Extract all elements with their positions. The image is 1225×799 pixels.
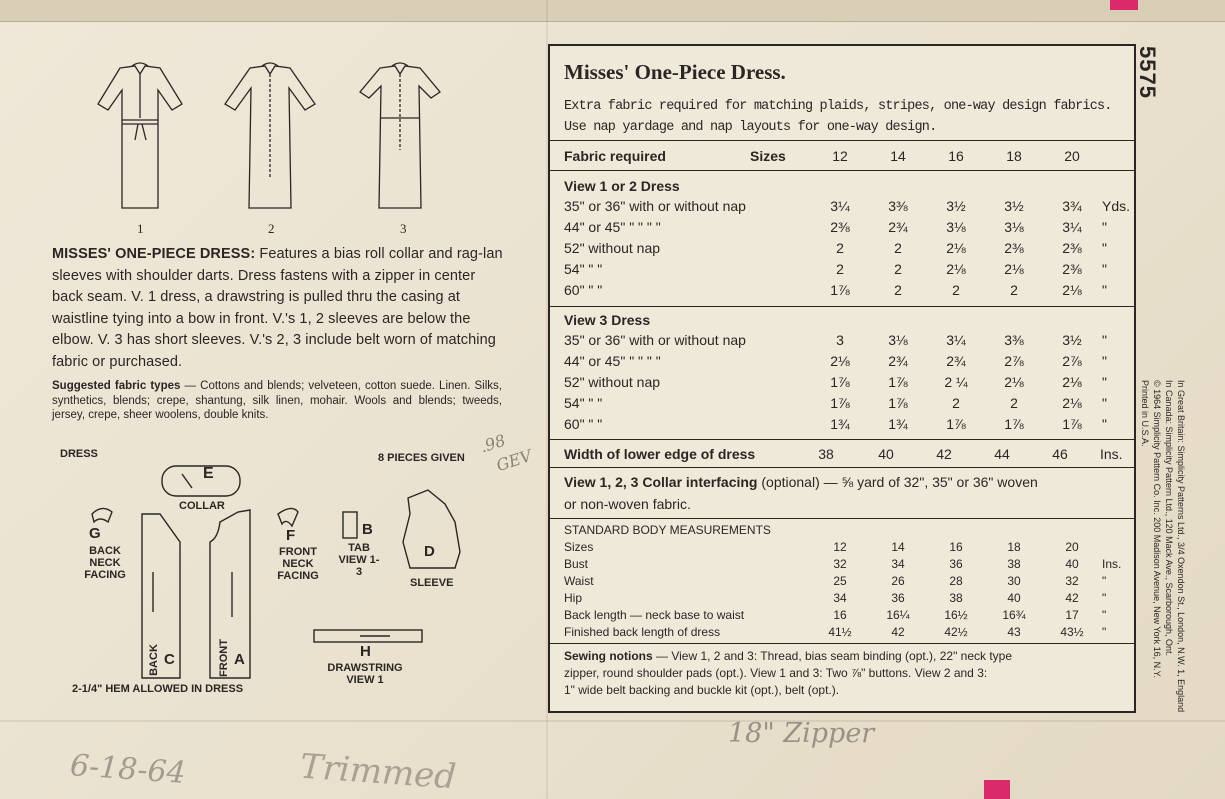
row-value: 36 [949, 557, 963, 571]
size-header: 14 [890, 148, 906, 164]
hem-note: 2-1/4" HEM ALLOWED IN DRESS [72, 683, 244, 695]
row-value: 3½ [946, 198, 966, 214]
color-register-mark [1110, 0, 1138, 10]
collar-text-2: or non-woven fabric. [564, 496, 691, 512]
piece-f-name: FRONT NECK FACING [277, 546, 319, 582]
fabrics-body: — Cottons and blends; velveteen, cotton suede. Linen. Silks, synthetics, blends; crepe, shantung, silk linen, mohair. Wools and blends; tweeds, jersey, crepe, sheer woolens, double knits. [52, 380, 502, 421]
view3-title: View 3 Dress [564, 312, 651, 328]
row-value: 34 [833, 591, 847, 605]
piece-e-letter: E [203, 465, 214, 482]
width-value: 40 [878, 446, 894, 462]
handwritten-size: GEV [493, 445, 535, 476]
row-value: 1⅞ [888, 374, 908, 390]
row-value: 41½ [828, 625, 852, 639]
yardage-chart [548, 44, 1136, 713]
table-title: Misses' One-Piece Dress. [564, 60, 786, 84]
view-line-drawings [80, 58, 460, 228]
row-unit: " [1102, 625, 1107, 639]
row-value: 2 [836, 261, 844, 277]
collar-interfacing [564, 474, 1038, 490]
row-value: 42 [891, 625, 905, 639]
row-value: 2⅛ [830, 353, 850, 369]
printer-line-1: © 1964 Simplicity Pattern Co. Inc. 200 Madison Avenue, New York 16, N.Y. [1152, 380, 1162, 678]
fold-crease-horizontal [0, 720, 1225, 722]
row-value: 2¾ [946, 353, 966, 369]
pattern-pieces [60, 442, 500, 702]
row-value: 2 [1010, 395, 1018, 411]
row-value: 2⅞ [1004, 353, 1024, 369]
row-value: 2¾ [888, 353, 908, 369]
piece-g-shape [92, 508, 112, 522]
row-unit: Yds. [1102, 198, 1131, 214]
row-value: 32 [1065, 574, 1079, 588]
printed-in: Printed in U.S.A. [1140, 380, 1150, 447]
piece-b-letter: B [362, 521, 373, 538]
piece-e-shape [162, 466, 240, 496]
row-value: 2⅛ [1062, 395, 1082, 411]
row-value: 42½ [944, 625, 968, 639]
row-value: 20 [1065, 540, 1079, 554]
row-unit: " [1102, 282, 1107, 298]
row-value: 1¾ [830, 416, 850, 432]
row-value: 1⅞ [946, 416, 966, 432]
divider [550, 467, 1134, 468]
row-value: 3¼ [946, 332, 966, 348]
size-header: 18 [1006, 148, 1022, 164]
row-label: Bust [564, 557, 589, 571]
divider [550, 643, 1134, 644]
row-value: 40 [1065, 557, 1079, 571]
row-value: 28 [949, 574, 963, 588]
row-value: 3 [836, 332, 844, 348]
sewing-notions-line-3: 1" wide belt backing and buckle kit (opt.), belt (opt.). [564, 683, 840, 697]
row-label: 60" " " [564, 282, 603, 298]
pattern-number: 5575 [1135, 46, 1160, 99]
width-value: 42 [936, 446, 952, 462]
divider [550, 306, 1134, 307]
piece-c-letter: C [164, 651, 175, 668]
row-value: 2⅜ [1062, 261, 1082, 277]
piece-h-name: DRAWSTRING VIEW 1 [327, 662, 403, 686]
row-value: 2⅛ [1004, 374, 1024, 390]
row-unit: " [1102, 591, 1107, 605]
notions-title: Sewing notions [564, 649, 653, 663]
body-measurements-title: STANDARD BODY MEASUREMENTS [564, 523, 771, 537]
row-label: 54" " " [564, 395, 603, 411]
width-label: Width of lower edge of dress [564, 446, 756, 462]
piece-h-letter: H [360, 643, 371, 660]
row-value: 2⅛ [1062, 374, 1082, 390]
row-value: 3⅜ [888, 198, 908, 214]
view-2-drawing [225, 63, 315, 208]
row-value: 16¼ [886, 608, 910, 622]
row-value: 30 [1007, 574, 1021, 588]
row-label: 60" " " [564, 416, 603, 432]
view-3-drawing [360, 63, 440, 208]
row-value: 14 [891, 540, 905, 554]
pattern-description [52, 244, 507, 373]
width-unit: Ins. [1100, 446, 1123, 462]
size-header: 12 [832, 148, 848, 164]
row-value: 3¼ [1062, 219, 1082, 235]
printer-line-3: In Great Britain: Simplicity Patterns Ltd., 3/4 Oxendon St., London, N.W. 1, England [1176, 380, 1186, 713]
printer-line-2: In Canada: Simplicity Pattern Ltd., 120 Mack Ave., Scarborough, Ont. [1164, 380, 1174, 656]
width-value: 38 [818, 446, 834, 462]
sewing-notions-line-2: zipper, round shoulder pads (opt.). View 1 and 3: Two ⅞" buttons. View 2 and 3: [564, 666, 988, 680]
view-1-drawing [98, 63, 182, 208]
handwritten-note: Trimmed [298, 746, 458, 798]
row-value: 3⅛ [946, 219, 966, 235]
sizes-label: Sizes [750, 148, 786, 164]
row-value: 25 [833, 574, 847, 588]
width-value: 46 [1052, 446, 1068, 462]
row-value: 1⅞ [1062, 416, 1082, 432]
size-header: 16 [948, 148, 964, 164]
row-label: Sizes [564, 540, 594, 554]
color-register-mark [984, 780, 1010, 799]
row-value: 42 [1065, 591, 1079, 605]
handwritten-price: .98 [477, 430, 508, 457]
piece-b-name: TAB VIEW 1-3 [338, 542, 380, 578]
row-value: 1⅞ [830, 282, 850, 298]
row-value: 16 [833, 608, 847, 622]
row-value: 2 [952, 395, 960, 411]
row-value: 43½ [1060, 625, 1084, 639]
piece-g-name: BACK NECK FACING [84, 545, 126, 581]
handwritten-date: 6-18-64 [68, 748, 187, 791]
row-label: 44" or 45" " " " " [564, 219, 661, 235]
row-value: 2⅛ [1062, 282, 1082, 298]
row-unit: " [1102, 261, 1107, 277]
row-unit: " [1102, 374, 1107, 390]
row-value: 16½ [944, 608, 968, 622]
row-value: 26 [891, 574, 905, 588]
row-unit: " [1102, 332, 1107, 348]
row-value: 43 [1007, 625, 1021, 639]
row-value: 3⅜ [1004, 332, 1024, 348]
size-header: 20 [1064, 148, 1080, 164]
row-value: 17 [1065, 608, 1079, 622]
table-note-1: Extra fabric required for matching plaids, stripes, one-way design fabrics. [564, 99, 1112, 114]
fabrics-title: Suggested fabric types [52, 380, 181, 392]
row-value: 2 [836, 240, 844, 256]
piece-g-letter: G [89, 525, 101, 542]
row-value: 2⅞ [1062, 353, 1082, 369]
row-value: 2⅜ [1004, 240, 1024, 256]
divider [550, 518, 1134, 519]
row-unit: Ins. [1102, 557, 1122, 571]
description-title: MISSES' ONE-PIECE DRESS: [52, 246, 256, 262]
row-value: 38 [1007, 557, 1021, 571]
row-value: 34 [891, 557, 905, 571]
notions-text: — View 1, 2 and 3: Thread, bias seam binding (opt.), 22" neck type [652, 649, 1013, 663]
row-value: 2 [894, 261, 902, 277]
row-value: 2¾ [888, 219, 908, 235]
piece-c-name: BACK [147, 644, 160, 676]
row-value: 1¾ [888, 416, 908, 432]
row-unit: " [1102, 353, 1107, 369]
row-value: 2⅜ [1062, 240, 1082, 256]
row-label: 52" without nap [564, 374, 661, 390]
fabric-required-label: Fabric required [564, 148, 666, 164]
piece-e-name: COLLAR [179, 500, 225, 512]
row-value: 38 [949, 591, 963, 605]
envelope-top-strip [0, 0, 1225, 22]
row-value: 1⅞ [830, 374, 850, 390]
divider [550, 439, 1134, 440]
row-value: 32 [833, 557, 847, 571]
handwritten-zipper: 18" Zipper [728, 718, 875, 749]
row-value: 3¾ [1062, 198, 1082, 214]
collar-title: View 1, 2, 3 Collar interfacing [564, 474, 758, 490]
row-value: 12 [833, 540, 847, 554]
row-value: 40 [1007, 591, 1021, 605]
row-value: 2⅛ [946, 240, 966, 256]
row-value: 2 ¼ [944, 374, 968, 390]
row-label: Waist [564, 574, 594, 588]
row-value: 3⅛ [1004, 219, 1024, 235]
divider [550, 170, 1134, 171]
row-value: 2⅛ [946, 261, 966, 277]
row-label: 44" or 45" " " " " [564, 353, 661, 369]
piece-f-letter: F [286, 527, 296, 544]
row-value: 2⅛ [1004, 261, 1024, 277]
row-unit: " [1102, 219, 1107, 235]
row-value: 1⅞ [830, 395, 850, 411]
piece-a-letter: A [234, 651, 245, 668]
row-unit: " [1102, 395, 1107, 411]
row-value: 3½ [1004, 198, 1024, 214]
piece-d-letter: D [424, 543, 435, 560]
row-value: 1⅞ [888, 395, 908, 411]
view-1-label: 1 [137, 221, 144, 236]
row-label: 35" or 36" with or without nap [564, 198, 746, 214]
row-unit: " [1102, 608, 1107, 622]
view12-title: View 1 or 2 Dress [564, 178, 680, 194]
row-unit: " [1102, 416, 1107, 432]
row-label: Hip [564, 591, 583, 605]
row-value: 3¼ [830, 198, 850, 214]
sewing-notions-line-1 [564, 649, 1012, 663]
table-note-2: Use nap yardage and nap layouts for one-way design. [564, 120, 937, 135]
pieces-title: DRESS [60, 448, 98, 460]
collar-text: (optional) — ⅝ yard of 32", 35" or 36" woven [757, 474, 1038, 490]
piece-f-shape [278, 508, 298, 526]
view-3-label: 3 [400, 221, 407, 236]
pieces-count: 8 PIECES GIVEN [378, 452, 465, 464]
piece-d-name: SLEEVE [410, 577, 454, 589]
row-value: 36 [891, 591, 905, 605]
row-value: 18 [1007, 540, 1021, 554]
divider [550, 140, 1134, 141]
row-label: 35" or 36" with or without nap [564, 332, 746, 348]
width-value: 44 [994, 446, 1010, 462]
row-value: 16¾ [1002, 608, 1026, 622]
piece-a-name: FRONT [217, 639, 230, 677]
description-body: Features a bias roll collar and rag-lan sleeves with shoulder darts. Dress fastens with a zipper in center back seam. V. 1 dress, a drawstring is pulled thru the casing at waistline tying into a bow in front. V.'s 1, 2 sleeves are below the elbow. V. 3 has short sleeves. V.'s 2, 3 include belt worn of matching fabric or purchased. [52, 246, 503, 370]
piece-b-shape [343, 512, 357, 538]
row-value: 2 [1010, 282, 1018, 298]
suggested-fabrics [52, 379, 502, 423]
row-label: Back length — neck base to waist [564, 608, 745, 622]
row-value: 2 [952, 282, 960, 298]
row-unit: " [1102, 240, 1107, 256]
row-value: 2 [894, 282, 902, 298]
row-unit: " [1102, 574, 1107, 588]
view-2-label: 2 [268, 221, 275, 236]
row-value: 2⅜ [830, 219, 850, 235]
row-value: 2 [894, 240, 902, 256]
row-label: Finished back length of dress [564, 625, 721, 639]
row-value: 16 [949, 540, 963, 554]
row-label: 52" without nap [564, 240, 661, 256]
row-label: 54" " " [564, 261, 603, 277]
row-value: 3⅛ [888, 332, 908, 348]
row-value: 1⅞ [1004, 416, 1024, 432]
row-value: 3½ [1062, 332, 1082, 348]
